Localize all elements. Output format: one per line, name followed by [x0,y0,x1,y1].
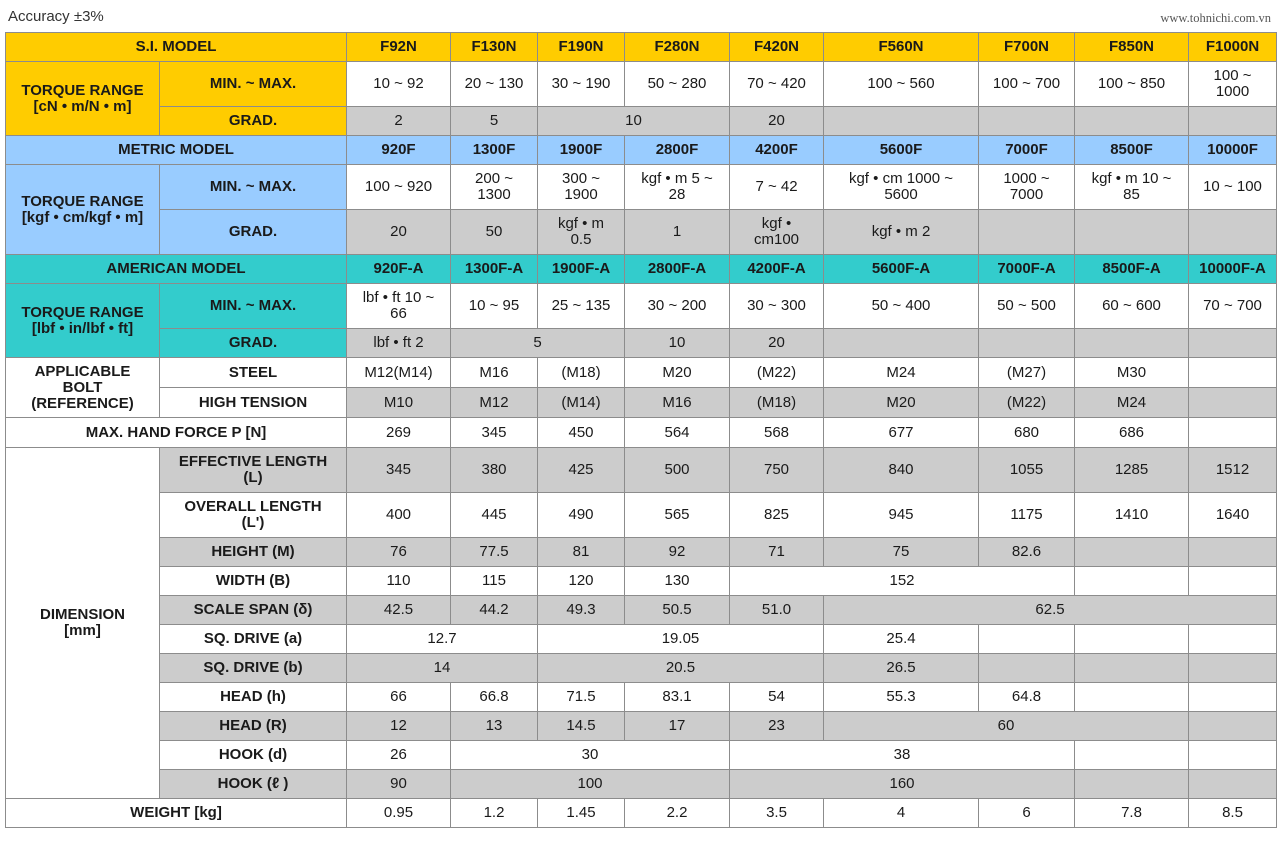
empty-cell [979,210,1075,255]
high-tension-label: HIGH TENSION [160,388,347,418]
bolt-ht-row [6,388,1277,418]
value-cell: 10 ~ 100 [1189,165,1277,210]
weight-label: WEIGHT [kg] [6,799,347,828]
value-cell: 90 [347,770,451,799]
value-cell: M12(M14) [347,358,451,388]
value-cell: kgf • m 0.5 [538,210,625,255]
value-cell: 60 [824,712,1189,741]
model-cell: 5600F-A [824,255,979,284]
value-cell: 70 ~ 420 [730,62,824,107]
value-cell: lbf • ft 10 ~ 66 [347,284,451,329]
value-cell: 30 ~ 300 [730,284,824,329]
model-cell: 8500F [1075,136,1189,165]
value-cell: 71.5 [538,683,625,712]
empty-cell [1189,358,1277,388]
american-model-label: AMERICAN MODEL [6,255,347,284]
metric-model-label: METRIC MODEL [6,136,347,165]
empty-cell [979,625,1075,654]
value-cell: 345 [347,448,451,493]
value-cell: 10 ~ 92 [347,62,451,107]
value-cell: 100 ~ 560 [824,62,979,107]
sq-drive-b-label: SQ. DRIVE (b) [160,654,347,683]
value-cell: 1.45 [538,799,625,828]
model-cell: 7000F [979,136,1075,165]
model-cell: 10000F-A [1189,255,1277,284]
value-cell: 110 [347,567,451,596]
scale-span-label: SCALE SPAN (δ) [160,596,347,625]
value-cell: 26.5 [824,654,979,683]
model-cell: F190N [538,33,625,62]
hook-d-label: HOOK (d) [160,741,347,770]
value-cell: M10 [347,388,451,418]
value-cell: 1 [625,210,730,255]
value-cell: 100 ~ 850 [1075,62,1189,107]
value-cell: 38 [730,741,1075,770]
value-cell: 51.0 [730,596,824,625]
model-cell: F700N [979,33,1075,62]
value-cell: 825 [730,493,824,538]
value-cell: 20 ~ 130 [451,62,538,107]
empty-cell [1189,712,1277,741]
american-grad-row [6,329,1277,358]
sq-drive-a-row [6,625,1277,654]
american-model-row [6,255,1277,284]
empty-cell [1189,107,1277,136]
model-cell: 1300F [451,136,538,165]
model-cell: F130N [451,33,538,62]
value-cell: 70 ~ 700 [1189,284,1277,329]
value-cell: M30 [1075,358,1189,388]
model-cell: 2800F-A [625,255,730,284]
value-cell: 2.2 [625,799,730,828]
empty-cell [1075,683,1189,712]
value-cell: 345 [451,418,538,448]
value-cell: 1.2 [451,799,538,828]
value-cell: 66 [347,683,451,712]
si-model-label: S.I. MODEL [6,33,347,62]
value-cell: 77.5 [451,538,538,567]
model-cell: 920F-A [347,255,451,284]
value-cell: 152 [730,567,1075,596]
empty-cell [1075,625,1189,654]
model-cell: F420N [730,33,824,62]
value-cell: 115 [451,567,538,596]
value-cell: 500 [625,448,730,493]
value-cell: 30 [451,741,730,770]
empty-cell [824,107,979,136]
grad-label: GRAD. [160,107,347,136]
value-cell: 568 [730,418,824,448]
model-cell: 2800F [625,136,730,165]
hook-l-row [6,770,1277,799]
model-cell: F1000N [1189,33,1277,62]
grad-label: GRAD. [160,210,347,255]
value-cell: 44.2 [451,596,538,625]
value-cell: M20 [625,358,730,388]
value-cell: 4 [824,799,979,828]
value-cell: 445 [451,493,538,538]
value-cell: 42.5 [347,596,451,625]
empty-cell [1075,329,1189,358]
head-r-label: HEAD (R) [160,712,347,741]
empty-cell [979,654,1075,683]
bolt-label: APPLICABLE BOLT (REFERENCE) [6,358,160,418]
si-model-row [6,33,1277,62]
value-cell: M24 [824,358,979,388]
value-cell: 450 [538,418,625,448]
value-cell: 10 [538,107,730,136]
value-cell: 23 [730,712,824,741]
value-cell: 5 [451,329,625,358]
hand-force-row [6,418,1277,448]
empty-cell [1075,654,1189,683]
value-cell: 565 [625,493,730,538]
value-cell: 0.95 [347,799,451,828]
value-cell: 269 [347,418,451,448]
empty-cell [1189,538,1277,567]
si-grad-row [6,107,1277,136]
value-cell: 26 [347,741,451,770]
value-cell: 50 [451,210,538,255]
model-cell: 1900F-A [538,255,625,284]
value-cell: 750 [730,448,824,493]
value-cell: 1175 [979,493,1075,538]
model-cell: 7000F-A [979,255,1075,284]
value-cell: (M22) [730,358,824,388]
value-cell: (M14) [538,388,625,418]
value-cell: 30 ~ 190 [538,62,625,107]
value-cell: (M22) [979,388,1075,418]
value-cell: 62.5 [824,596,1277,625]
value-cell: 10 ~ 95 [451,284,538,329]
value-cell: 5 [451,107,538,136]
value-cell: 12.7 [347,625,538,654]
si-range-label: TORQUE RANGE [cN • m/N • m] [6,62,160,136]
value-cell: 1000 ~ 7000 [979,165,1075,210]
value-cell: 20 [730,107,824,136]
value-cell: 20.5 [538,654,824,683]
minmax-label: MIN. ~ MAX. [160,284,347,329]
sq-drive-b-row [6,654,1277,683]
effective-length-label: EFFECTIVE LENGTH (L) [160,448,347,493]
value-cell: 92 [625,538,730,567]
value-cell: 8.5 [1189,799,1277,828]
minmax-label: MIN. ~ MAX. [160,165,347,210]
value-cell: 3.5 [730,799,824,828]
value-cell: M12 [451,388,538,418]
value-cell: 1640 [1189,493,1277,538]
value-cell: 14 [347,654,538,683]
value-cell: 677 [824,418,979,448]
empty-cell [1075,741,1189,770]
torque-wrench-spec-table [5,32,1277,828]
model-cell: F560N [824,33,979,62]
empty-cell [1189,210,1277,255]
value-cell: 12 [347,712,451,741]
accuracy-caption: Accuracy ±3% [8,8,104,25]
value-cell: 1285 [1075,448,1189,493]
scale-span-row [6,596,1277,625]
value-cell: 76 [347,538,451,567]
value-cell: (M27) [979,358,1075,388]
model-cell: 8500F-A [1075,255,1189,284]
value-cell: 75 [824,538,979,567]
empty-cell [1189,741,1277,770]
value-cell: 840 [824,448,979,493]
head-r-row [6,712,1277,741]
value-cell: lbf • ft 2 [347,329,451,358]
value-cell: 30 ~ 200 [625,284,730,329]
value-cell: kgf • m 5 ~ 28 [625,165,730,210]
model-cell: 4200F [730,136,824,165]
metric-model-row [6,136,1277,165]
value-cell: 400 [347,493,451,538]
empty-cell [979,329,1075,358]
grad-label: GRAD. [160,329,347,358]
value-cell: M20 [824,388,979,418]
value-cell: kgf • m 2 [824,210,979,255]
hand-force-label: MAX. HAND FORCE P [N] [6,418,347,448]
value-cell: 71 [730,538,824,567]
model-cell: 1300F-A [451,255,538,284]
value-cell: 25 ~ 135 [538,284,625,329]
value-cell: 64.8 [979,683,1075,712]
value-cell: 19.05 [538,625,824,654]
value-cell: 686 [1075,418,1189,448]
model-cell: 1900F [538,136,625,165]
empty-cell [1189,567,1277,596]
value-cell: 50 ~ 280 [625,62,730,107]
value-cell: 7 ~ 42 [730,165,824,210]
minmax-label: MIN. ~ MAX. [160,62,347,107]
value-cell: 2 [347,107,451,136]
height-row [6,538,1277,567]
value-cell: 160 [730,770,1075,799]
empty-cell [1189,418,1277,448]
width-row [6,567,1277,596]
value-cell: 54 [730,683,824,712]
model-cell: F92N [347,33,451,62]
value-cell: 17 [625,712,730,741]
value-cell: 83.1 [625,683,730,712]
empty-cell [1189,625,1277,654]
weight-row [6,799,1277,828]
hook-d-row [6,741,1277,770]
overall-length-row [6,493,1277,538]
value-cell: (M18) [730,388,824,418]
value-cell: (M18) [538,358,625,388]
value-cell: M16 [451,358,538,388]
value-cell: 6 [979,799,1075,828]
value-cell: 1512 [1189,448,1277,493]
value-cell: 10 [625,329,730,358]
value-cell: kgf • m 10 ~ 85 [1075,165,1189,210]
empty-cell [979,107,1075,136]
model-cell: F280N [625,33,730,62]
empty-cell [1189,683,1277,712]
hook-l-label: HOOK (ℓ ) [160,770,347,799]
value-cell: 945 [824,493,979,538]
value-cell: 14.5 [538,712,625,741]
value-cell: 200 ~ 1300 [451,165,538,210]
empty-cell [1075,770,1189,799]
value-cell: 100 ~ 1000 [1189,62,1277,107]
site-url: www.tohnichi.com.vn [1160,11,1271,25]
value-cell: kgf • cm100 [730,210,824,255]
steel-label: STEEL [160,358,347,388]
model-cell: 4200F-A [730,255,824,284]
model-cell: 920F [347,136,451,165]
empty-cell [824,329,979,358]
value-cell: 380 [451,448,538,493]
model-cell: 5600F [824,136,979,165]
metric-range-label: TORQUE RANGE [kgf • cm/kgf • m] [6,165,160,255]
value-cell: 82.6 [979,538,1075,567]
empty-cell [1075,210,1189,255]
head-h-label: HEAD (h) [160,683,347,712]
sq-drive-a-label: SQ. DRIVE (a) [160,625,347,654]
value-cell: 50 ~ 500 [979,284,1075,329]
height-label: HEIGHT (M) [160,538,347,567]
value-cell: 564 [625,418,730,448]
value-cell: 66.8 [451,683,538,712]
model-cell: F850N [1075,33,1189,62]
head-h-row [6,683,1277,712]
si-minmax-row [6,62,1277,107]
metric-minmax-row [6,165,1277,210]
value-cell: 50 ~ 400 [824,284,979,329]
value-cell: 1055 [979,448,1075,493]
empty-cell [1075,538,1189,567]
empty-cell [1189,654,1277,683]
value-cell: 50.5 [625,596,730,625]
value-cell: 7.8 [1075,799,1189,828]
value-cell: 55.3 [824,683,979,712]
value-cell: 20 [730,329,824,358]
bolt-steel-row [6,358,1277,388]
value-cell: 490 [538,493,625,538]
value-cell: 120 [538,567,625,596]
value-cell: M16 [625,388,730,418]
value-cell: 425 [538,448,625,493]
value-cell: 49.3 [538,596,625,625]
value-cell: 300 ~ 1900 [538,165,625,210]
width-label: WIDTH (B) [160,567,347,596]
value-cell: 25.4 [824,625,979,654]
value-cell: 130 [625,567,730,596]
value-cell: M24 [1075,388,1189,418]
empty-cell [1189,329,1277,358]
empty-cell [1189,770,1277,799]
american-minmax-row [6,284,1277,329]
value-cell: 1410 [1075,493,1189,538]
metric-grad-row [6,210,1277,255]
effective-length-row [6,448,1277,493]
value-cell: 100 ~ 700 [979,62,1075,107]
value-cell: kgf • cm 1000 ~ 5600 [824,165,979,210]
value-cell: 81 [538,538,625,567]
overall-length-label: OVERALL LENGTH (L') [160,493,347,538]
value-cell: 680 [979,418,1075,448]
value-cell: 60 ~ 600 [1075,284,1189,329]
value-cell: 100 ~ 920 [347,165,451,210]
value-cell: 20 [347,210,451,255]
empty-cell [1189,388,1277,418]
american-range-label: TORQUE RANGE [lbf • in/lbf • ft] [6,284,160,358]
empty-cell [1075,567,1189,596]
value-cell: 100 [451,770,730,799]
dimension-label: DIMENSION [mm] [6,448,160,799]
model-cell: 10000F [1189,136,1277,165]
value-cell: 13 [451,712,538,741]
empty-cell [1075,107,1189,136]
